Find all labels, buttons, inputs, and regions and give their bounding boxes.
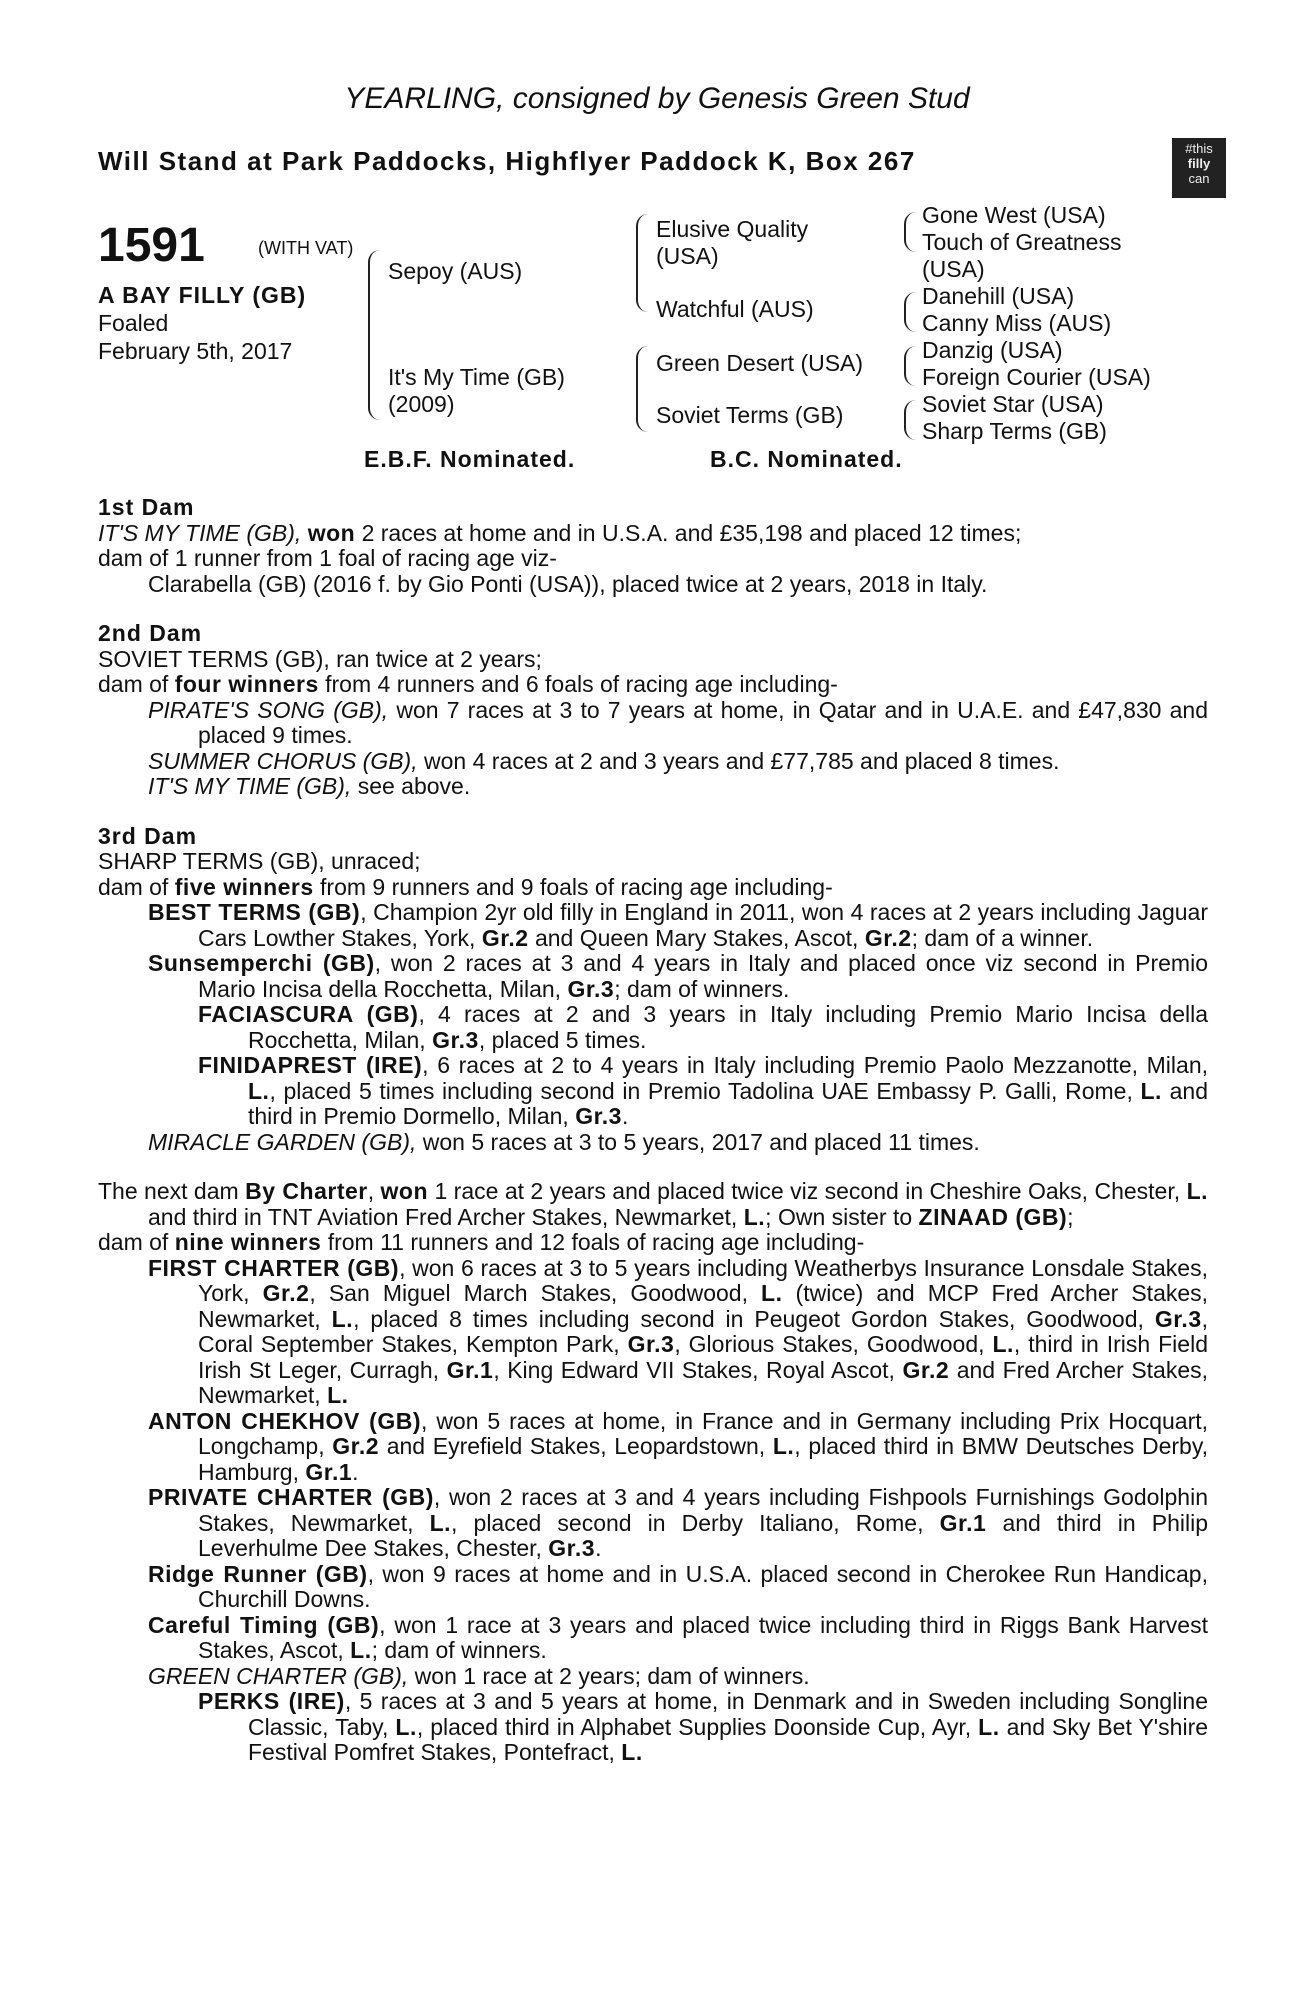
pedigree-dam-sire: Green Desert (USA)	[656, 350, 864, 376]
second-dam-heading: 2nd Dam	[98, 620, 203, 646]
bc-nominated: B.C. Nominated.	[710, 446, 903, 472]
entry-text: , King Edward VII Stakes, Royal Ascot,	[493, 1356, 895, 1383]
second-dam-entry-1	[98, 698, 1208, 749]
third-dam-line: SHARP TERMS (GB), unraced;	[98, 848, 421, 874]
listed: L.	[743, 1203, 766, 1230]
listed: L.	[992, 1331, 1014, 1357]
grade: Gr.1	[305, 1458, 353, 1485]
lot-number: 1591	[98, 219, 205, 272]
listed: L.	[350, 1637, 372, 1663]
dam-of-text: dam of	[98, 1229, 169, 1255]
entry-text: see above.	[357, 773, 471, 799]
listed: L.	[395, 1713, 417, 1740]
entry-name: PERKS (IRE)	[198, 1688, 345, 1714]
entry-text: , 4 races at 2 and 3 years in Italy including Premio Mario Incisa della Rocchetta, Milan,	[248, 1001, 1208, 1053]
this-filly-can-logo	[1172, 138, 1226, 198]
winners-count: five winners	[174, 873, 314, 900]
entry-text: , placed third in Alphabet Supplies Doonside Cup, Ayr,	[416, 1713, 972, 1740]
dam-of-text: dam of	[98, 671, 169, 697]
lot-description: A BAY FILLY (GB)	[98, 282, 307, 308]
grade: Gr.3	[1154, 1305, 1202, 1332]
next-dam-entry-4	[98, 1562, 1208, 1613]
pedigree-sds: Danehill (USA)	[922, 283, 1075, 309]
entry-text: ; dam of winners.	[371, 1637, 547, 1663]
listed: L.	[978, 1713, 1000, 1740]
third-dam-entry-2	[98, 951, 1208, 1002]
entry-text: and Queen Mary Stakes, Ascot,	[534, 924, 859, 951]
entry-name: GREEN CHARTER (GB),	[148, 1662, 409, 1689]
listed: L.	[429, 1509, 452, 1536]
pedigree-dam-name: It's My Time (GB)	[388, 364, 565, 390]
pedigree-dam	[388, 364, 565, 418]
winners-count: nine winners	[174, 1229, 322, 1255]
next-dam-produce	[98, 1230, 1208, 1256]
pedigree-brace-dam	[636, 346, 648, 432]
entry-text: , third in Irish Field Irish St Leger, Curragh,	[198, 1331, 1208, 1383]
grade: Gr.2	[481, 924, 529, 951]
dam-of-rest: from 4 runners and 6 foals of racing age including-	[325, 671, 838, 697]
entry-text: won 5 races at 3 to 5 years, 2017 and placed 11 times.	[422, 1128, 980, 1155]
listed: L.	[772, 1433, 795, 1459]
entry-text: , San Miguel March Stakes, Goodwood,	[309, 1280, 748, 1306]
entry-text: 1 race at 2 years and placed twice viz second in Cheshire Oaks, Chester,	[434, 1178, 1181, 1204]
entry-text: , placed third in BMW Deutsches Derby, Hamburg,	[198, 1433, 1209, 1485]
entry-name: PRIVATE CHARTER (GB)	[148, 1484, 434, 1510]
next-dam-entry-6	[98, 1664, 1208, 1690]
next-dam-entry-7	[98, 1689, 1208, 1766]
listed: L.	[248, 1077, 270, 1104]
first-dam-heading: 1st Dam	[98, 494, 195, 520]
pedigree-ssd-country: (USA)	[922, 256, 985, 282]
foaled-date: February 5th, 2017	[98, 338, 293, 364]
pedigree-dsd: Foreign Courier (USA)	[922, 364, 1151, 390]
entry-name: Ridge Runner (GB)	[148, 1560, 368, 1587]
pedigree-brace-dd	[904, 400, 916, 440]
grade: Gr.3	[575, 1103, 622, 1129]
first-dam-foal: Clarabella (GB) (2016 f. by Gio Ponti (USA)), placed twice at 2 years, 2018 in Italy.	[148, 570, 988, 597]
entry-name: Careful Timing (GB)	[148, 1611, 380, 1638]
entry-text: .	[352, 1458, 359, 1485]
second-dam-entry-2	[98, 749, 1208, 775]
section-gap	[98, 1155, 1208, 1179]
entry-text: and third in TNT Aviation Fred Archer Stakes, Newmarket,	[148, 1203, 738, 1230]
entry-name: FIRST CHARTER (GB)	[148, 1254, 400, 1281]
next-dam-won: won	[380, 1178, 429, 1204]
entry-text: , 6 races at 2 to 4 years in Italy including Premio Paolo Mezzanotte, Milan,	[422, 1052, 1209, 1078]
pedigree-dds: Soviet Star (USA)	[922, 391, 1104, 417]
pedigree-dss: Danzig (USA)	[922, 337, 1063, 363]
first-dam-record: 2 races at home and in U.S.A. and £35,198 and placed 12 times;	[361, 519, 1022, 546]
entry-text: , won 2 races at 3 and 4 years including Fishpools Furnishings Godolphin Stakes, Newmarket,	[198, 1484, 1208, 1536]
page-title: YEARLING, consigned by Genesis Green Stud	[344, 82, 970, 115]
grade: Gr.2	[262, 1280, 310, 1306]
listed: L.	[1186, 1178, 1209, 1204]
entry-text: , won 6 races at 3 to 5 years including Weatherbys Insurance Lonsdale Stakes, York,	[198, 1254, 1208, 1306]
grade: Gr.3	[432, 1026, 479, 1053]
dam-of-text: dam of	[98, 873, 169, 900]
first-dam-won: won	[307, 519, 356, 546]
dam-of-rest: from 9 runners and 9 foals of racing age including-	[320, 873, 833, 900]
entry-text: , 5 races at 3 and 5 years at home, in Denmark and in Sweden including Songline Classic, Taby,	[248, 1688, 1208, 1740]
pedigree-ssd-name: Touch of Greatness	[922, 229, 1122, 255]
entry-text: and third in Philip Leverhulme Dee Stakes, Chester,	[198, 1509, 1208, 1561]
next-dam-entry-5	[98, 1613, 1208, 1664]
entry-text: ; dam of a winner.	[911, 924, 1094, 951]
grade: Gr.3	[548, 1535, 596, 1561]
entry-name: FINIDAPREST (IRE)	[198, 1052, 423, 1078]
entry-text: , won 9 races at home and in U.S.A. placed second in Cherokee Run Handicap, Churchill Downs.	[198, 1560, 1208, 1612]
catalogue-body	[98, 495, 1208, 1766]
entry-text: and Eyrefield Stakes, Leopardstown,	[386, 1433, 766, 1459]
grade: Gr.3	[567, 975, 615, 1002]
entry-text: , placed second in Derby Italiano, Rome,	[451, 1509, 924, 1536]
winners-count: four winners	[174, 671, 319, 697]
first-dam-line	[98, 521, 1208, 547]
entry-text: , won 5 races at home, in France and in Germany including Prix Hocquart, Longchamp,	[198, 1407, 1209, 1459]
first-dam-name: IT'S MY TIME (GB),	[98, 519, 302, 546]
entry-text: won 7 races at 3 to 7 years at home, in Qatar and in U.A.E. and £47,830 and placed 9 times.	[198, 696, 1208, 748]
entry-text: , won 2 races at 3 and 4 years in Italy and placed once viz second in Premio Mario Incisa della Rocchetta, Milan,	[198, 950, 1208, 1002]
third-dam-entry-3	[98, 1002, 1208, 1053]
third-dam-heading: 3rd Dam	[98, 822, 198, 849]
third-dam-produce	[98, 875, 1208, 901]
entry-name: MIRACLE GARDEN (GB),	[148, 1128, 417, 1155]
pedigree-brace-ss	[904, 212, 916, 252]
entry-text: , placed 5 times including second in Premio Tadolina UAE Embassy P. Galli, Rome,	[269, 1077, 1133, 1104]
pedigree-sdd: Canny Miss (AUS)	[922, 310, 1112, 336]
entry-name: Sunsemperchi (GB)	[148, 950, 375, 976]
pedigree-brace-sire	[636, 214, 648, 312]
entry-text: , Glorious Stakes, Goodwood,	[674, 1331, 985, 1357]
pedigree-ssd	[922, 229, 1121, 283]
grade: Gr.3	[627, 1331, 675, 1357]
second-dam-line: SOVIET TERMS (GB), ran twice at 2 years;	[98, 645, 542, 672]
logo-line-2: filly	[1187, 156, 1211, 171]
listed: L.	[327, 1382, 349, 1408]
third-dam-entry-5	[98, 1130, 1208, 1156]
entry-name: PIRATE'S SONG (GB),	[148, 696, 389, 723]
pedigree-ss-name: Elusive Quality	[656, 216, 809, 242]
sister-name: ZINAAD (GB)	[918, 1203, 1068, 1230]
listed: L.	[331, 1305, 354, 1332]
pedigree-dam-year: (2009)	[388, 391, 455, 417]
next-dam-entry-3	[98, 1485, 1208, 1562]
next-dam-intro: The next dam	[98, 1178, 239, 1204]
next-dam-entry-1	[98, 1256, 1208, 1409]
next-dam-name: By Charter	[245, 1178, 368, 1204]
vat-note: (WITH VAT)	[258, 238, 354, 258]
logo-line-1: #this	[1185, 141, 1213, 156]
entry-text: won 4 races at 2 and 3 years and £77,785 and placed 8 times.	[424, 747, 1060, 774]
third-dam-entry-4	[98, 1053, 1208, 1130]
grade: Gr.2	[902, 1356, 950, 1383]
pedigree-brace-ds	[904, 346, 916, 386]
pedigree-ss-country: (USA)	[656, 243, 719, 269]
listed: L.	[1140, 1077, 1162, 1104]
grade: Gr.1	[939, 1509, 987, 1536]
entry-text: ; Own sister to	[765, 1203, 913, 1230]
entry-text: , placed 8 times including second in Peugeot Gordon Stakes, Goodwood,	[353, 1305, 1144, 1332]
punct: ,	[367, 1178, 375, 1204]
entry-text: , Coral September Stakes, Kempton Park,	[198, 1305, 1209, 1357]
entry-text: won 1 race at 2 years; dam of winners.	[414, 1662, 810, 1689]
grade: Gr.1	[446, 1356, 494, 1383]
entry-text: ; dam of winners.	[614, 975, 790, 1002]
first-dam-produce: dam of 1 runner from 1 foal of racing age viz-	[98, 545, 557, 571]
next-dam-line	[98, 1179, 1208, 1230]
punct: ;	[1067, 1203, 1074, 1230]
entry-text: .	[621, 1103, 629, 1129]
next-dam-entry-2	[98, 1409, 1208, 1486]
entry-text: .	[595, 1535, 602, 1561]
pedigree-dam-dam: Soviet Terms (GB)	[656, 402, 844, 428]
entry-name: FACIASCURA (GB)	[198, 1001, 419, 1027]
entry-text: and third in Premio Dormello, Milan,	[248, 1077, 1208, 1129]
entry-text: , placed 5 times.	[478, 1026, 647, 1053]
pedigree-sire-sire	[656, 216, 808, 270]
entry-text: and Sky Bet Y'shire Festival Pomfret Stakes, Pontefract,	[248, 1713, 1209, 1765]
pedigree-sss: Gone West (USA)	[922, 202, 1106, 228]
pedigree-sire-dam: Watchful (AUS)	[656, 296, 814, 322]
entry-text: (twice) and MCP Fred Archer Stakes, Newmarket,	[198, 1280, 1209, 1332]
pedigree-brace-main	[368, 250, 380, 420]
entry-text: and Fred Archer Stakes, Newmarket,	[198, 1356, 1209, 1408]
entry-name: BEST TERMS (GB)	[148, 899, 361, 925]
second-dam-entry-3	[98, 774, 1208, 800]
listed: L.	[621, 1739, 643, 1765]
ebf-nominated: E.B.F. Nominated.	[364, 446, 576, 472]
grade: Gr.2	[864, 924, 912, 951]
foaled-label: Foaled	[98, 310, 169, 336]
entry-name: SUMMER CHORUS (GB),	[148, 747, 418, 774]
entry-text: , Champion 2yr old filly in England in 2011, won 4 races at 2 years including Jaguar Cars Lowther Stakes, York,	[198, 899, 1208, 951]
pedigree-brace-sd	[904, 292, 916, 332]
entry-name: ANTON CHEKHOV (GB)	[148, 1407, 422, 1434]
pedigree-ddd: Sharp Terms (GB)	[922, 418, 1107, 444]
grade: Gr.2	[332, 1433, 380, 1459]
listed: L.	[761, 1280, 783, 1306]
stand-location: Will Stand at Park Paddocks, Highflyer Paddock K, Box 267	[98, 146, 916, 176]
dam-of-rest: from 11 runners and 12 foals of racing age including-	[327, 1229, 865, 1255]
logo-line-3: can	[1188, 171, 1210, 186]
entry-text: , won 1 race at 3 years and placed twice including third in Riggs Bank Harvest Stakes, Ascot,	[198, 1611, 1208, 1663]
pedigree-sire: Sepoy (AUS)	[388, 258, 523, 284]
second-dam-produce	[98, 672, 1208, 698]
third-dam-entry-1	[98, 900, 1208, 951]
entry-name: IT'S MY TIME (GB),	[148, 773, 352, 799]
